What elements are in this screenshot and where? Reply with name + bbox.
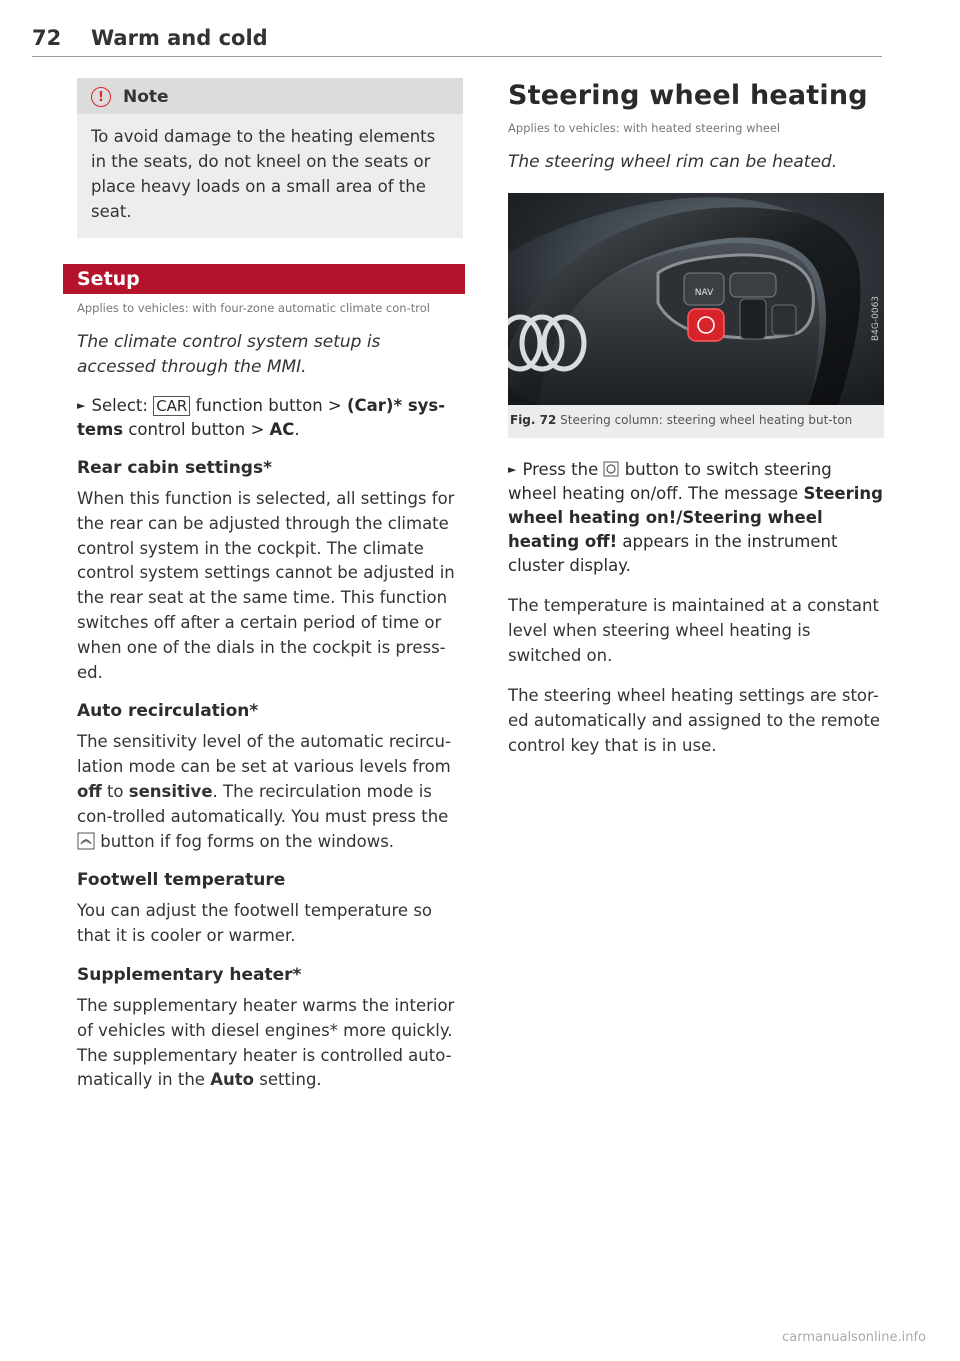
heading-rear-cabin: Rear cabin settings* — [77, 458, 272, 478]
figure-caption — [508, 405, 884, 430]
step-prefix: Select: — [91, 396, 148, 415]
heater-text-a: The supplementary heater warms the interior of vehicles with diesel engines* more quickly. The supplementary heater is controlled auto-matically in the — [77, 995, 455, 1090]
setup-intro: The climate control system setup is accessed through the MMI. — [77, 332, 381, 377]
right-column — [508, 78, 884, 775]
step-end: . — [294, 420, 300, 439]
page-header — [32, 22, 882, 57]
steering-heat-button-icon — [603, 461, 619, 477]
step-middle: function button > — [195, 396, 342, 415]
steering-step-end: appears in the instrument cluster display. — [508, 532, 838, 575]
watermark: carmanualsonline.info — [782, 1330, 926, 1345]
step-arrow-icon: ► — [77, 399, 86, 412]
heater-text-b: setting. — [259, 1070, 322, 1090]
recirc-bold-off: off — [77, 781, 102, 801]
recirc-bold-sensitive: sensitive — [128, 781, 213, 801]
setup-heading: Setup — [63, 264, 465, 294]
page-number: 72 — [32, 26, 62, 50]
heading-auto-recirculation: Auto recirculation* — [77, 701, 259, 722]
figure-caption-text: Steering column: steering wheel heating but-ton — [560, 413, 853, 427]
defrost-button-icon — [77, 832, 95, 850]
figure-72 — [508, 193, 884, 438]
steering-paragraph-2: The steering wheel heating settings are stor-ed automatically and assigned to the remote control key that is in use. — [508, 686, 881, 755]
recirc-text-b: to — [106, 781, 124, 801]
heater-bold-auto: Auto — [210, 1070, 254, 1090]
car-key-label: CAR — [153, 396, 190, 416]
note-title: Note — [123, 87, 169, 107]
text-footwell: You can adjust the footwell temperature so that it is cooler or warmer. — [77, 901, 433, 946]
note-text: To avoid damage to the heating elements in the seats, do not kneel on the seats or place heavy loads on a small area of the seat. — [91, 127, 436, 221]
setup-step — [77, 394, 463, 442]
steering-step-suffix: button to switch steering wheel heating on/off. The message — [508, 460, 832, 503]
note-header — [77, 78, 463, 114]
text-auto-recirculation — [77, 730, 463, 854]
recirc-text-a: The sensitivity level of the automatic recircu-lation mode can be set at various levels from — [77, 732, 451, 777]
exclamation-circle-icon: ! — [91, 87, 111, 107]
steering-intro: The steering wheel rim can be heated. — [508, 152, 838, 172]
figure-caption-label: Fig. 72 — [510, 413, 557, 427]
steering-step-bold: Steering wheel heating on!/Steering wheel heating off! — [508, 484, 883, 551]
steering-applies: Applies to vehicles: with heated steering wheel — [508, 121, 781, 135]
recirc-text-d: button if fog forms on the windows. — [100, 831, 395, 851]
step-bold-systems: (Car)* sys-tems — [77, 396, 446, 439]
note-box — [77, 78, 463, 238]
text-supplementary-heater — [77, 994, 463, 1093]
step-middle2: control button > — [128, 420, 265, 439]
steering-paragraph-1: The temperature is maintained at a constant level when steering wheel heating is switched on. — [508, 596, 879, 665]
heading-supplementary-heater: Supplementary heater* — [77, 964, 302, 985]
setup-applies: Applies to vehicles: with four-zone automatic climate con-trol — [77, 301, 430, 315]
step-arrow-icon: ► — [508, 463, 517, 476]
steering-wheel-image — [508, 193, 884, 405]
heading-footwell: Footwell temperature — [77, 870, 286, 891]
section-title: Warm and cold — [91, 26, 268, 50]
nav-label: NAV — [694, 288, 714, 298]
steering-step-prefix: Press the — [522, 460, 599, 479]
step-bold-ac: AC — [269, 420, 295, 439]
figure-code: B4G-0063 — [871, 295, 881, 341]
text-rear-cabin: When this function is selected, all settings for the rear can be adjusted through the climate control system in the cockpit. The climate control system settings cannot be adjusted in the rear seat at the same time. This function switches off after a certain period of time or when one of the dials in the cockpit is press-ed. — [77, 489, 455, 682]
left-column — [77, 78, 463, 1109]
steering-step — [508, 458, 884, 578]
steering-heating-title: Steering wheel heating — [508, 80, 868, 111]
recirc-text-c: . The recirculation mode is con-trolled automatically. You must press the — [77, 781, 449, 826]
